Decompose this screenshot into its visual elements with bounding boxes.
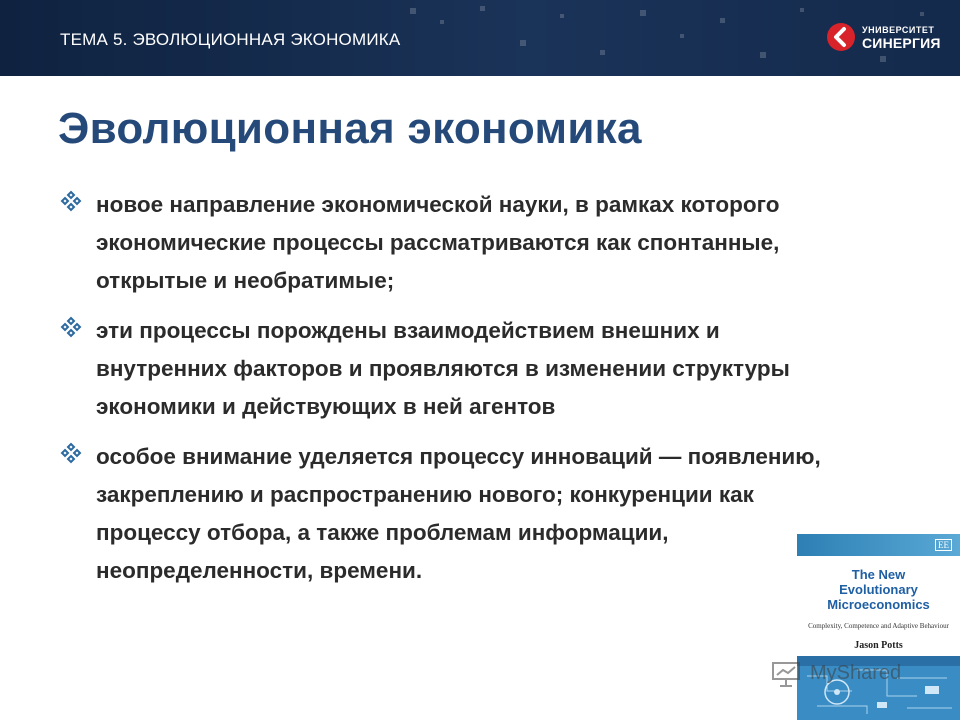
diamond-bullet-icon [60,316,82,338]
diamond-bullet-icon [60,442,82,464]
bullet-text: новое направление экономической науки, в рамках которого экономические процессы рассматриваются как спонтанные, открытые и необратимые; [96,192,780,293]
university-logo [826,22,946,58]
logo-line2: СИНЕРГИЯ [862,35,941,51]
presentation-icon [770,660,804,688]
bullet-item [60,186,840,300]
slide-title: Эволюционная экономика [58,104,642,153]
watermark-text: MyShared [810,662,902,684]
book-title-line: The New [851,567,906,582]
header-bar [0,0,960,76]
logo-line1: УНИВЕРСИТЕТ [862,25,935,35]
diamond-bullet-icon [60,190,82,212]
book-cover-image [797,534,960,720]
publisher-mark: EE [935,539,952,551]
book-title-line: Evolutionary [839,582,918,597]
bullet-text: эти процессы порождены взаимодействием внешних и внутренних факторов и проявляются в изменении структуры экономики и действующих в ней агентов [96,318,790,419]
bullet-item [60,312,840,426]
book-title-line: Microeconomics [827,597,930,612]
book-author: Jason Potts [854,640,903,651]
topic-label: ТЕМА 5. ЭВОЛЮЦИОННАЯ ЭКОНОМИКА [60,30,401,49]
watermark [770,660,930,690]
bullet-text: особое внимание уделяется процессу инноваций — появлению, закреплению и распространению нового; конкуренции как процессу отбора, а также проблемам информации, неопределенности, времени. [96,444,821,583]
bullet-item [60,438,840,590]
book-top-band [797,534,960,556]
bullet-list [60,186,840,602]
book-subtitle: Complexity, Competence and Adaptive Behaviour [808,622,949,630]
synergy-logo-icon [826,22,856,52]
